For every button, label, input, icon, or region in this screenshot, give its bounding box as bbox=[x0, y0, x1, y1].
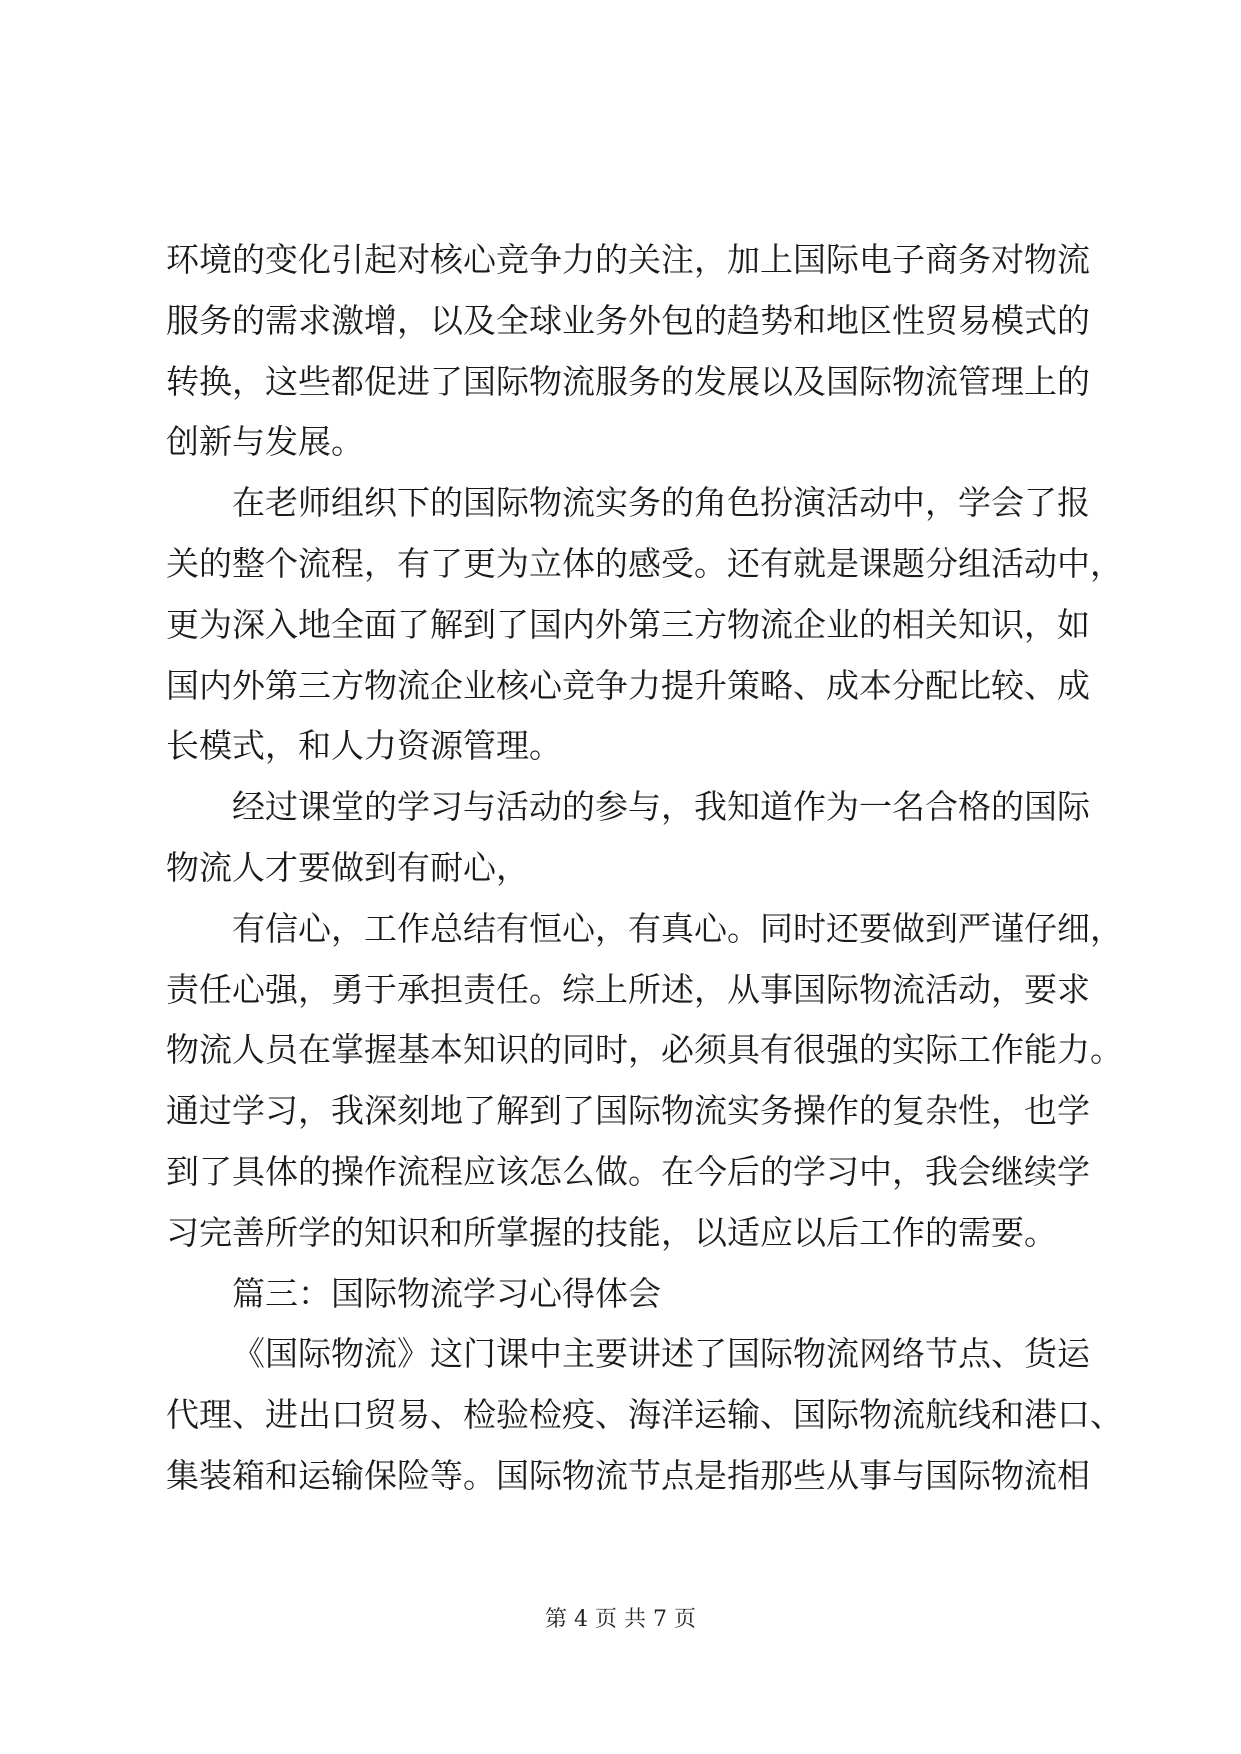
text-line: 创新与发展。 bbox=[166, 422, 364, 462]
text-line: 关的整个流程，有了更为立体的感受。还有就是课题分组活动中， bbox=[166, 543, 1123, 583]
text-line: 物流人员在掌握基本知识的同时，必须具有很强的实际工作能力。 bbox=[166, 1030, 1123, 1070]
text-line: 长模式，和人力资源管理。 bbox=[166, 726, 562, 766]
text-line: 通过学习，我深刻地了解到了国际物流实务操作的复杂性，也学 bbox=[166, 1091, 1090, 1131]
text-line: 转换，这些都促进了国际物流服务的发展以及国际物流管理上的 bbox=[166, 361, 1090, 401]
text-line: 到了具体的操作流程应该怎么做。在今后的学习中，我会继续学 bbox=[166, 1151, 1090, 1191]
text-line: 物流人才要做到有耐心， bbox=[166, 847, 529, 887]
body-text bbox=[166, 230, 1123, 1507]
text-line: 《国际物流》这门课中主要讲述了国际物流网络节点、货运 bbox=[232, 1334, 1090, 1374]
text-line: 国内外第三方物流企业核心竞争力提升策略、成本分配比较、成 bbox=[166, 665, 1090, 705]
text-line: 有信心，工作总结有恒心，有真心。同时还要做到严谨仔细， bbox=[232, 908, 1123, 948]
text-line: 服务的需求激增，以及全球业务外包的趋势和地区性贸易模式的 bbox=[166, 300, 1090, 340]
text-line: 经过课堂的学习与活动的参与，我知道作为一名合格的国际 bbox=[232, 787, 1090, 827]
text-line: 习完善所学的知识和所掌握的技能，以适应以后工作的需要。 bbox=[166, 1212, 1057, 1252]
text-line: 代理、进出口贸易、检验检疫、海洋运输、国际物流航线和港口、 bbox=[166, 1395, 1123, 1435]
text-line: 责任心强，勇于承担责任。综上所述，从事国际物流活动，要求 bbox=[166, 969, 1090, 1009]
section-heading: 篇三：国际物流学习心得体会 bbox=[232, 1273, 661, 1313]
text-line: 在老师组织下的国际物流实务的角色扮演活动中，学会了报 bbox=[232, 483, 1090, 523]
text-line: 集装箱和运输保险等。国际物流节点是指那些从事与国际物流相 bbox=[166, 1455, 1090, 1495]
page-number: 第 4 页 共 7 页 bbox=[545, 1607, 696, 1632]
text-line: 环境的变化引起对核心竞争力的关注，加上国际电子商务对物流 bbox=[166, 240, 1090, 279]
text-line: 更为深入地全面了解到了国内外第三方物流企业的相关知识，如 bbox=[166, 604, 1090, 644]
